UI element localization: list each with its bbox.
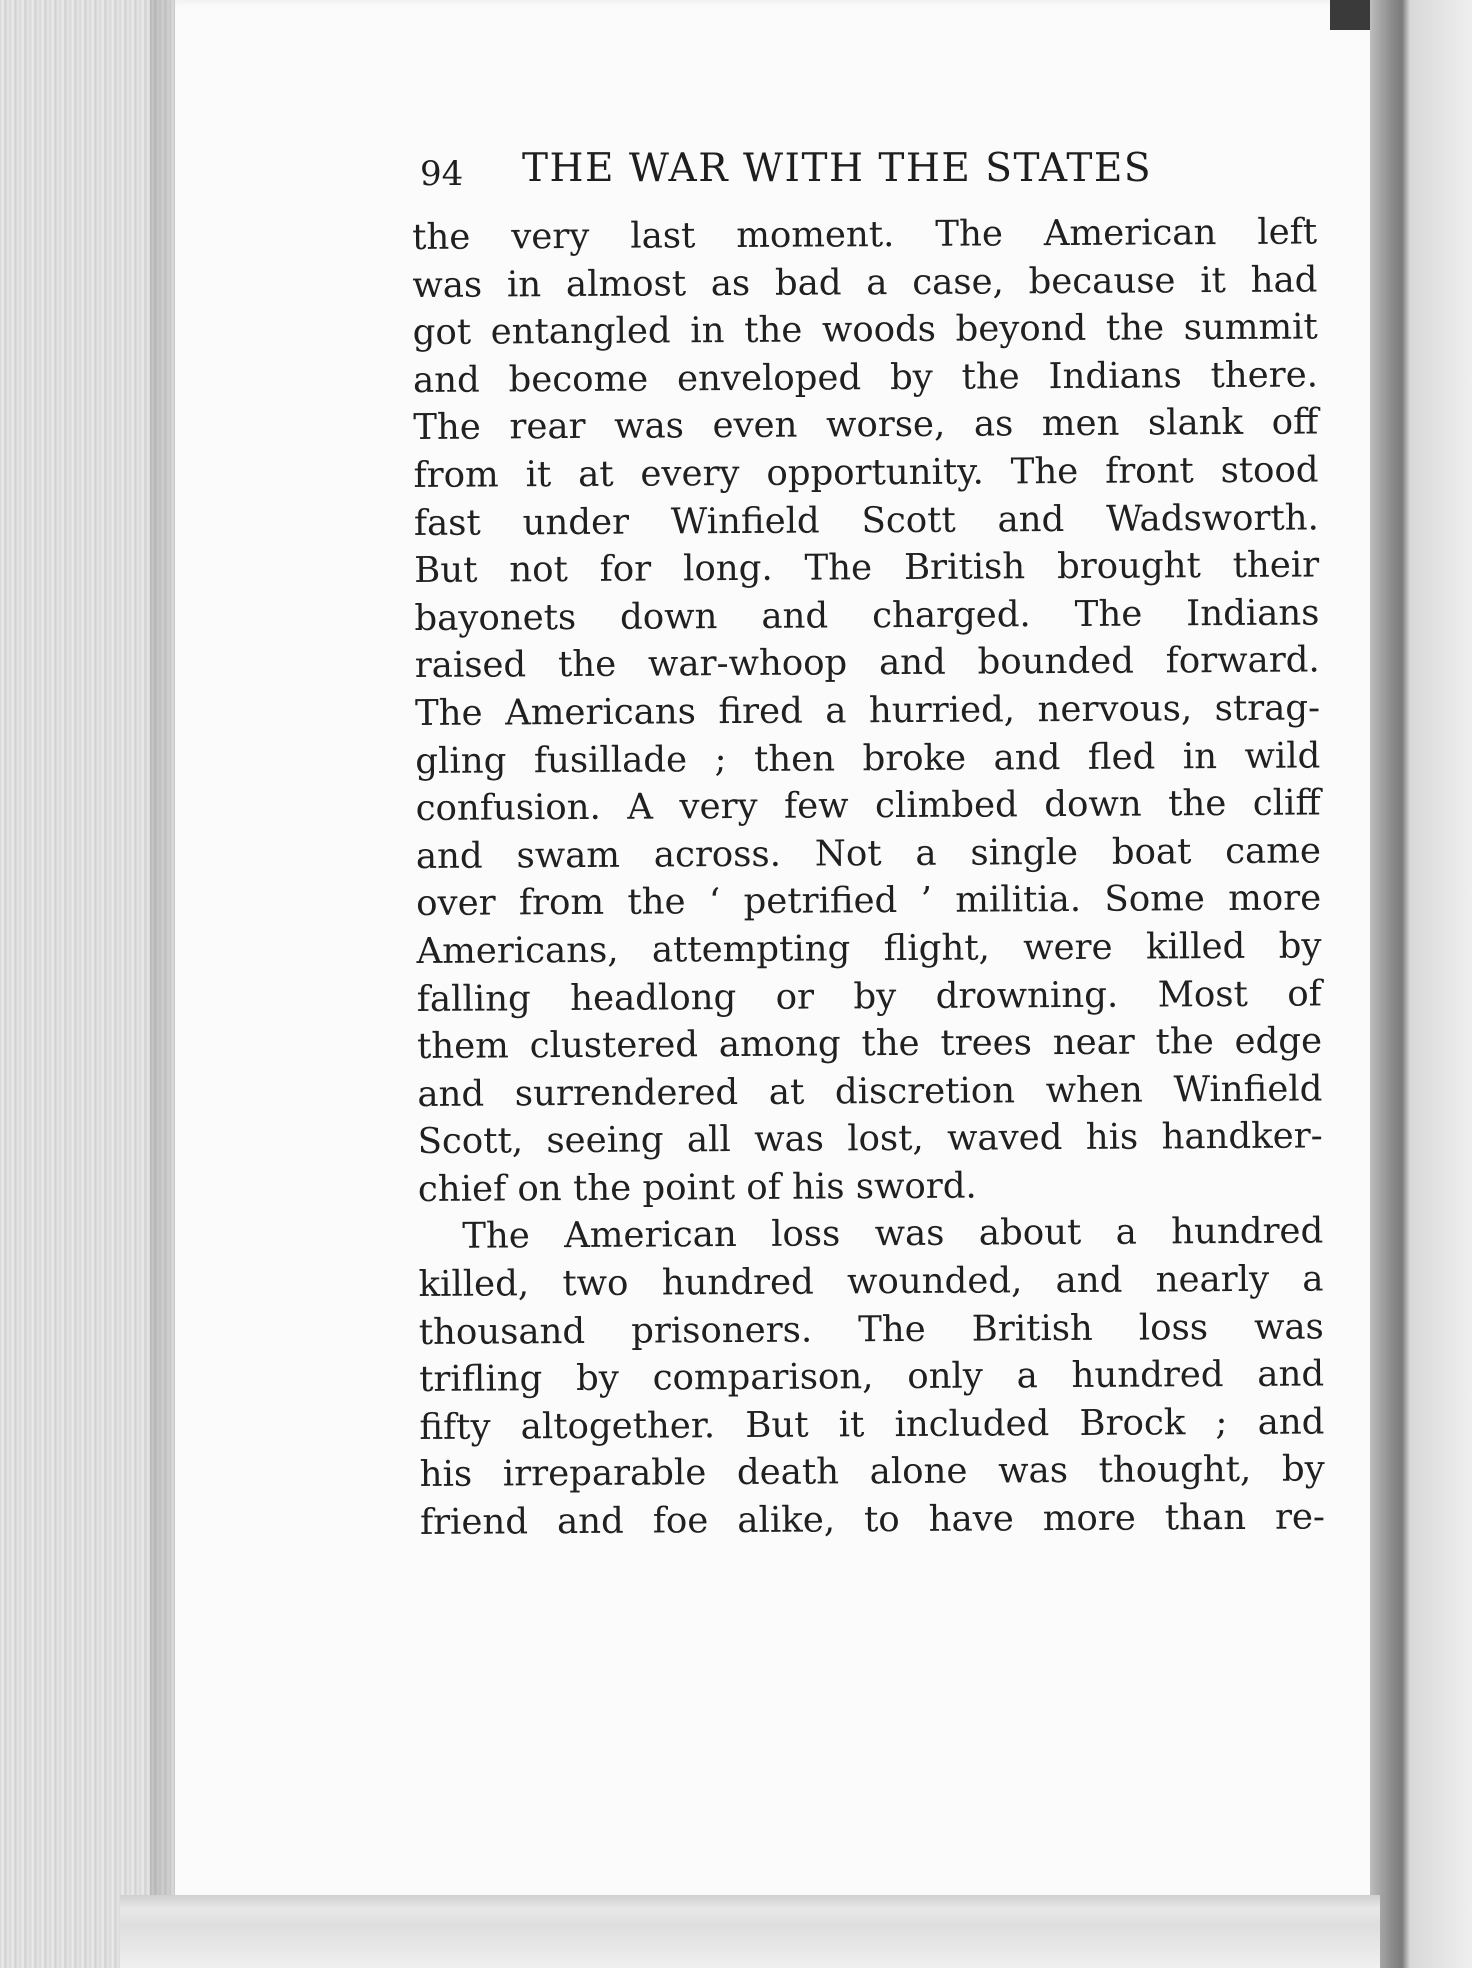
text-line: got entangled in the woods beyond the summit	[412, 306, 1318, 354]
text-line: the very last moment. The American left	[412, 211, 1318, 258]
text-line: fifty altogether. But it included Brock ; and	[419, 1401, 1325, 1448]
paragraph-1	[412, 208, 1323, 1213]
text-line: thousand prisoners. The British loss was	[418, 1306, 1324, 1353]
page-header	[420, 146, 1230, 202]
text-line: The Americans fired a hurried, nervous, strag-	[414, 687, 1321, 734]
text-line: chief on the point of his sword.	[417, 1165, 977, 1210]
text-line: fast under Winfield Scott and Wadsworth.	[413, 497, 1319, 544]
right-page-edge	[1370, 0, 1472, 1968]
text-line: and surrendered at discretion when Winfield	[417, 1068, 1323, 1115]
text-line: and become enveloped by the Indians there.	[412, 354, 1319, 401]
text-line: was in almost as bad a case, because it had	[412, 259, 1318, 306]
text-line: Scott, seeing all was lost, waved his handker-	[417, 1115, 1323, 1163]
text-line: and swam across. Not a single boat came	[415, 830, 1322, 877]
text-line: But not for long. The British brought their	[414, 544, 1320, 592]
text-line: gling fusillade ; then broke and fled in wild	[415, 734, 1321, 782]
text-line: trifling by comparison, only a hundred and	[418, 1353, 1325, 1401]
body-text	[412, 208, 1325, 1546]
text-line: friend and foe alike, to have more than re-	[419, 1496, 1326, 1544]
paragraph-2	[418, 1208, 1325, 1547]
text-line: raised the war-whoop and bounded forward.	[414, 639, 1320, 687]
text-line: over from the ‘ petrified ’ militia. Some more	[416, 877, 1322, 925]
text-line: confusion. A very few climbed down the cliff	[415, 782, 1321, 830]
running-head: THE WAR WITH THE STATES	[522, 146, 1153, 191]
text-line: The American loss was about a hundred	[462, 1210, 1324, 1258]
text-line: them clustered among the trees near the edge	[416, 1020, 1323, 1068]
text-line: from it at every opportunity. The front stood	[413, 449, 1319, 496]
text-line: killed, two hundred wounded, and nearly a	[418, 1258, 1324, 1306]
text-line: falling headlong or by drowning. Most of	[416, 972, 1322, 1020]
text-line: his irreparable death alone was thought, by	[419, 1448, 1325, 1496]
text-line: Americans, attempting flight, were killed by	[416, 925, 1322, 972]
page-number: 94	[420, 154, 464, 194]
text-line: The rear was even worse, as men slank off	[413, 401, 1319, 449]
bottom-page-edge	[120, 1895, 1380, 1968]
text-line: bayonets down and charged. The Indians	[414, 592, 1320, 639]
